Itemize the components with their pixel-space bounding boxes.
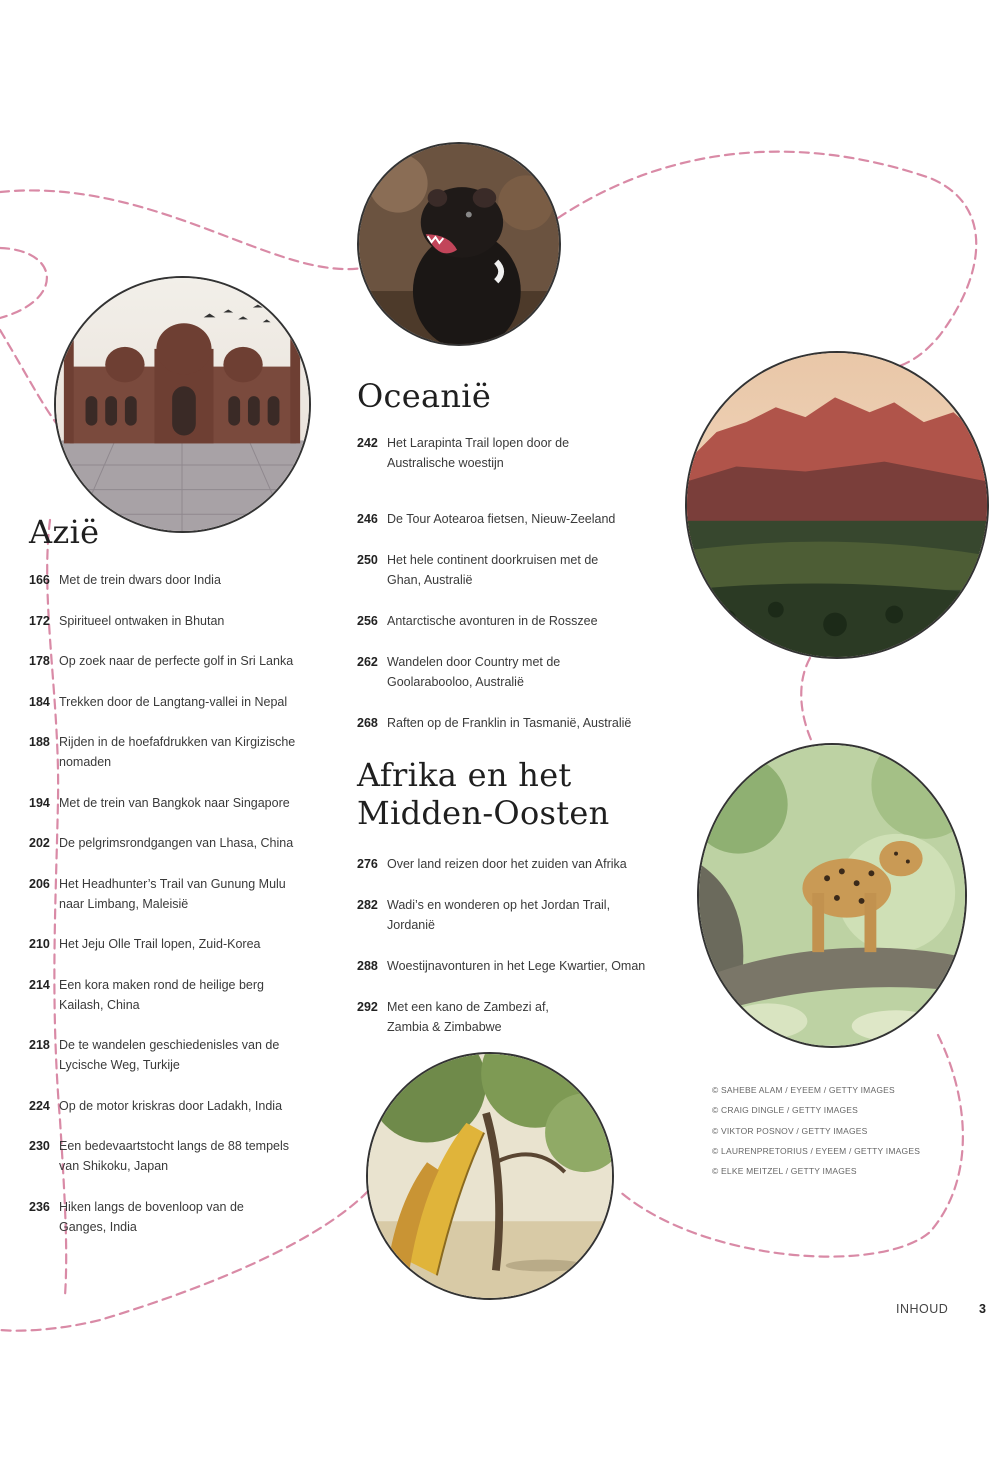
entry-title: Wadi’s en wonderen op het Jordan Trail, Jordanië <box>387 898 611 932</box>
toc-entry[interactable] <box>357 652 677 692</box>
heading-azie: Azië <box>29 513 100 551</box>
entry-title: Het Headhunter’s Trail van Gunung Mulu naar Limbang, Maleisië <box>59 876 286 911</box>
entry-title: De Tour Aotearoa fietsen, Nieuw-Zeeland <box>387 512 616 526</box>
toc-entry[interactable] <box>29 934 339 954</box>
toc-entry[interactable] <box>357 611 677 631</box>
toc-entry[interactable] <box>357 997 677 1037</box>
entry-title: Trekken door de Langtang-vallei in Nepal <box>59 694 288 709</box>
toc-entry[interactable] <box>29 833 339 853</box>
tasmanian-devil-illustration <box>359 144 559 344</box>
entry-page-number: 202 <box>29 836 50 850</box>
entry-page-number: 268 <box>357 716 378 730</box>
toc-entry[interactable] <box>29 874 339 914</box>
entry-title: Met een kano de Zambezi af, Zambia & Zimbabwe <box>387 1000 549 1034</box>
entry-title: Raften op de Franklin in Tasmanië, Australië <box>387 716 632 730</box>
entry-title: Met de trein dwars door India <box>59 573 221 587</box>
entry-page-number: 214 <box>29 977 50 992</box>
entry-title: Het hele continent doorkruisen met de Ghan, Australië <box>387 553 599 587</box>
toc-entry[interactable] <box>357 956 677 976</box>
toc-entry[interactable] <box>357 433 677 473</box>
entry-page-number: 230 <box>29 1139 50 1153</box>
heading-oceanie: Oceanië <box>357 377 492 415</box>
entry-page-number: 188 <box>29 735 50 749</box>
entry-title: Met de trein van Bangkok naar Singapore <box>59 795 290 810</box>
entry-page-number: 242 <box>357 436 378 450</box>
toc-entry[interactable] <box>357 509 677 529</box>
entry-page-number: 236 <box>29 1199 50 1214</box>
credit-line: © LAURENPRETORIUS / EYEEM / GETTY IMAGES <box>712 1145 921 1156</box>
entry-title: Het Larapinta Trail lopen door de Australische woestijn <box>387 436 570 470</box>
entry-page-number: 256 <box>357 614 378 628</box>
photo-leopard <box>697 743 967 1048</box>
photo-beach-canoes <box>366 1052 614 1300</box>
entry-page-number: 262 <box>357 655 378 669</box>
entry-title: Wandelen door Country met de Goolarabooloo, Australië <box>387 655 561 689</box>
entry-title: Op de motor kriskras door Ladakh, India <box>59 1098 283 1113</box>
credit-line: © SAHEBE ALAM / EYEEM / GETTY IMAGES <box>712 1085 895 1095</box>
entry-title: Woestijnavonturen in het Lege Kwartier, Oman <box>387 959 646 973</box>
entry-page-number: 172 <box>29 613 50 628</box>
toc-entry[interactable] <box>29 692 339 712</box>
entry-title: Hiken langs de bovenloop van de Ganges, India <box>59 1199 244 1234</box>
toc-oceanie <box>357 433 677 733</box>
entry-title: Een bedevaartstocht langs de 88 tempels van Shikoku, Japan <box>59 1139 290 1173</box>
toc-afrika <box>357 854 677 1037</box>
entry-title: Een kora maken rond de heilige berg Kailash, China <box>59 977 264 1012</box>
toc-entry[interactable] <box>29 1035 339 1075</box>
entry-title: Spiritueel ontwaken in Bhutan <box>59 613 225 628</box>
entry-page-number: 210 <box>29 937 50 951</box>
heading-afrika <box>357 756 610 832</box>
footer-page-number: 3 <box>979 1302 986 1316</box>
entry-page-number: 288 <box>357 959 378 973</box>
toc-entry[interactable] <box>29 975 339 1015</box>
entry-page-number: 282 <box>357 898 378 912</box>
toc-entry[interactable] <box>29 1197 339 1237</box>
entry-page-number: 184 <box>29 694 50 709</box>
toc-azie <box>29 570 339 1237</box>
entry-page-number: 224 <box>29 1098 50 1113</box>
entry-page-number: 218 <box>29 1038 50 1052</box>
beach-illustration <box>368 1054 612 1298</box>
photo-tasmanian-devil <box>357 142 561 346</box>
photo-jama-masjid <box>54 276 311 533</box>
entry-title: Op zoek naar de perfecte golf in Sri Lanka <box>59 654 294 668</box>
entry-title: De pelgrimsrondgangen van Lhasa, China <box>59 836 294 850</box>
entry-page-number: 276 <box>357 857 378 871</box>
toc-entry[interactable] <box>29 651 339 671</box>
photo-credits <box>712 1080 920 1181</box>
credit-line: © VIKTOR POSNOV / GETTY IMAGES <box>712 1125 868 1136</box>
photo-mountain-range <box>685 351 989 659</box>
toc-entry[interactable] <box>357 854 677 874</box>
entry-title: De te wandelen geschiedenisles van de Lycische Weg, Turkije <box>59 1038 280 1072</box>
leopard-illustration <box>699 745 965 1046</box>
toc-entry[interactable] <box>29 570 339 590</box>
entry-page-number: 194 <box>29 795 50 810</box>
toc-entry[interactable] <box>29 611 339 631</box>
heading-afrika-line1: Afrika en het <box>357 756 572 794</box>
mountain-illustration <box>687 353 987 657</box>
entry-title: Rijden in de hoefafdrukken van Kirgizische nomaden <box>59 735 296 769</box>
toc-entry[interactable] <box>29 1096 339 1116</box>
toc-entry[interactable] <box>29 1136 339 1176</box>
footer-section-label: INHOUD <box>896 1302 949 1316</box>
credit-line: © ELKE MEITZEL / GETTY IMAGES <box>712 1166 857 1177</box>
mosque-illustration <box>56 278 309 531</box>
toc-entry[interactable] <box>357 713 677 733</box>
entry-page-number: 246 <box>357 512 378 526</box>
credit-line: © CRAIG DINGLE / GETTY IMAGES <box>712 1105 859 1116</box>
toc-entry[interactable] <box>357 550 677 590</box>
entry-page-number: 166 <box>29 573 50 587</box>
toc-entry[interactable] <box>357 895 677 935</box>
toc-entry[interactable] <box>29 732 339 772</box>
entry-page-number: 250 <box>357 553 378 567</box>
entry-page-number: 206 <box>29 876 50 891</box>
entry-page-number: 178 <box>29 654 50 668</box>
toc-entry[interactable] <box>29 793 339 813</box>
entry-title: Antarctische avonturen in de Rosszee <box>387 614 598 628</box>
entry-title: Over land reizen door het zuiden van Afrika <box>387 857 627 871</box>
heading-afrika-line2: Midden-Oosten <box>357 794 610 832</box>
entry-title: Het Jeju Olle Trail lopen, Zuid-Korea <box>59 937 261 951</box>
entry-page-number: 292 <box>357 1000 378 1014</box>
